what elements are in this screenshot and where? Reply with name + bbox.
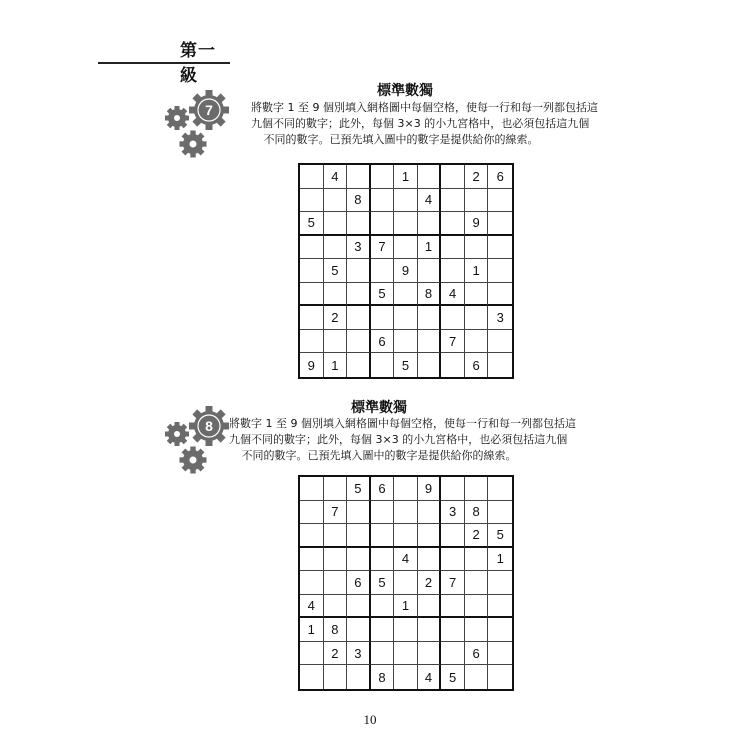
sudoku-cell[interactable]: 5 [324, 259, 348, 283]
sudoku-cell[interactable] [371, 524, 395, 548]
sudoku-cell[interactable]: 3 [441, 501, 465, 525]
sudoku-cell[interactable]: 1 [324, 353, 348, 377]
sudoku-cell[interactable] [324, 665, 348, 689]
sudoku-cell[interactable] [394, 212, 418, 236]
sudoku-cell[interactable] [488, 353, 512, 377]
sudoku-cell[interactable]: 1 [465, 259, 489, 283]
sudoku-cell[interactable] [418, 259, 442, 283]
sudoku-cell[interactable] [300, 477, 324, 501]
sudoku-cell[interactable] [488, 595, 512, 619]
sudoku-cell[interactable] [300, 306, 324, 330]
puzzle-number-label: 7 [205, 102, 213, 118]
instructions-line: 不同的數字。已預先填入圖中的數字是提供給你的線索。 [263, 133, 539, 146]
sudoku-cell[interactable] [488, 189, 512, 213]
sudoku-cell[interactable]: 9 [418, 477, 442, 501]
sudoku-cell[interactable] [394, 618, 418, 642]
sudoku-cell[interactable]: 8 [347, 189, 371, 213]
sudoku-cell[interactable]: 5 [371, 571, 395, 595]
sudoku-cell[interactable] [347, 165, 371, 189]
sudoku-cell[interactable]: 7 [441, 571, 465, 595]
sudoku-cell[interactable] [418, 165, 442, 189]
sudoku-cell[interactable] [441, 618, 465, 642]
instructions-line: 將數字 1 至 9 個別填入網格圖中每個空格，使每一行和每一列都包括這 [251, 101, 598, 114]
sudoku-cell[interactable] [347, 212, 371, 236]
sudoku-cell[interactable] [488, 501, 512, 525]
sudoku-cell[interactable] [418, 548, 442, 572]
sudoku-cell[interactable]: 1 [488, 548, 512, 572]
sudoku-cell[interactable] [394, 330, 418, 354]
sudoku-cell[interactable] [347, 595, 371, 619]
sudoku-cell[interactable]: 5 [441, 665, 465, 689]
sudoku-cell[interactable]: 3 [347, 642, 371, 666]
sudoku-cell[interactable] [394, 501, 418, 525]
instructions-line: 九個不同的數字；此外，每個 3×3 的小九宮格中，也必須包括這九個 [229, 433, 568, 446]
sudoku-cell[interactable]: 4 [324, 165, 348, 189]
sudoku-cell[interactable] [324, 212, 348, 236]
sudoku-cell[interactable] [488, 571, 512, 595]
sudoku-cell[interactable] [371, 595, 395, 619]
gear-icon-small-left [165, 106, 189, 130]
sudoku-cell[interactable] [347, 665, 371, 689]
sudoku-cell[interactable]: 2 [324, 642, 348, 666]
sudoku-cell[interactable]: 6 [465, 642, 489, 666]
sudoku-cell[interactable] [418, 212, 442, 236]
sudoku-cell[interactable] [465, 189, 489, 213]
sudoku-cell[interactable] [441, 259, 465, 283]
sudoku-cell[interactable] [371, 259, 395, 283]
sudoku-cell[interactable] [418, 353, 442, 377]
sudoku-cell[interactable] [324, 571, 348, 595]
sudoku-cell[interactable] [441, 165, 465, 189]
instructions-line: 九個不同的數字；此外，每個 3×3 的小九宮格中，也必須包括這九個 [251, 117, 590, 130]
sudoku-cell[interactable] [465, 548, 489, 572]
sudoku-cell[interactable] [347, 618, 371, 642]
sudoku-cell[interactable] [300, 330, 324, 354]
sudoku-cell[interactable] [371, 642, 395, 666]
sudoku-cell[interactable] [371, 189, 395, 213]
sudoku-cell[interactable]: 7 [324, 501, 348, 525]
sudoku-cell[interactable] [300, 524, 324, 548]
sudoku-cell[interactable]: 9 [394, 259, 418, 283]
sudoku-cell[interactable] [347, 259, 371, 283]
sudoku-cell[interactable] [488, 236, 512, 260]
sudoku-cell[interactable] [347, 306, 371, 330]
sudoku-cell[interactable] [418, 501, 442, 525]
sudoku-cell[interactable]: 4 [394, 548, 418, 572]
sudoku-cell[interactable] [441, 212, 465, 236]
sudoku-cell[interactable] [488, 330, 512, 354]
sudoku-cell[interactable]: 7 [441, 330, 465, 354]
sudoku-cell[interactable] [441, 524, 465, 548]
sudoku-cell[interactable] [300, 665, 324, 689]
puzzle-instructions [229, 416, 576, 464]
gear-icon-small-bottom [180, 447, 207, 474]
sudoku-cell[interactable] [324, 595, 348, 619]
sudoku-cell[interactable]: 8 [418, 283, 442, 307]
sudoku-cell[interactable] [300, 571, 324, 595]
sudoku-cell[interactable] [324, 236, 348, 260]
sudoku-cell[interactable] [465, 306, 489, 330]
sudoku-cell[interactable] [324, 524, 348, 548]
instructions-line: 不同的數字。已預先填入圖中的數字是提供給你的線索。 [241, 449, 517, 462]
sudoku-cell[interactable]: 5 [394, 353, 418, 377]
puzzle-title: 標準數獨 [377, 83, 433, 99]
sudoku-cell[interactable] [371, 353, 395, 377]
sudoku-cell[interactable] [441, 477, 465, 501]
sudoku-cell[interactable]: 5 [371, 283, 395, 307]
sudoku-cell[interactable] [371, 501, 395, 525]
sudoku-cell[interactable]: 6 [347, 571, 371, 595]
sudoku-cell[interactable]: 4 [300, 595, 324, 619]
sudoku-cell[interactable] [300, 236, 324, 260]
sudoku-cell[interactable]: 5 [300, 212, 324, 236]
sudoku-cell[interactable] [488, 618, 512, 642]
sudoku-cell[interactable]: 7 [371, 236, 395, 260]
sudoku-cell[interactable] [441, 189, 465, 213]
sudoku-cell[interactable] [441, 595, 465, 619]
sudoku-cell[interactable] [394, 283, 418, 307]
sudoku-cell[interactable]: 1 [418, 236, 442, 260]
sudoku-cell[interactable] [347, 501, 371, 525]
sudoku-cell[interactable] [488, 642, 512, 666]
sudoku-cell[interactable] [371, 212, 395, 236]
sudoku-cell[interactable] [465, 283, 489, 307]
sudoku-cell[interactable] [465, 236, 489, 260]
sudoku-cell[interactable] [418, 618, 442, 642]
sudoku-cell[interactable]: 4 [418, 665, 442, 689]
sudoku-cell[interactable]: 2 [465, 165, 489, 189]
sudoku-cell[interactable] [347, 524, 371, 548]
sudoku-cell[interactable] [300, 165, 324, 189]
sudoku-cell[interactable] [394, 665, 418, 689]
sudoku-cell[interactable] [465, 330, 489, 354]
sudoku-cell[interactable]: 2 [418, 571, 442, 595]
sudoku-cell[interactable] [394, 571, 418, 595]
gear-icon-small-bottom [180, 131, 207, 158]
sudoku-cell[interactable]: 1 [394, 165, 418, 189]
sudoku-cell[interactable] [488, 665, 512, 689]
level-title: 第一級 [180, 41, 216, 86]
sudoku-cell[interactable] [324, 548, 348, 572]
sudoku-cell[interactable] [488, 477, 512, 501]
sudoku-cell[interactable]: 8 [371, 665, 395, 689]
sudoku-cell[interactable] [488, 212, 512, 236]
sudoku-cell[interactable] [324, 330, 348, 354]
sudoku-cell[interactable] [300, 283, 324, 307]
sudoku-cell[interactable] [465, 571, 489, 595]
sudoku-cell[interactable] [488, 283, 512, 307]
sudoku-cell[interactable] [418, 330, 442, 354]
sudoku-cell[interactable] [347, 330, 371, 354]
sudoku-cell[interactable] [394, 306, 418, 330]
sudoku-cell[interactable]: 6 [488, 165, 512, 189]
sudoku-cell[interactable] [300, 642, 324, 666]
sudoku-cell[interactable] [394, 236, 418, 260]
sudoku-cell[interactable] [300, 548, 324, 572]
sudoku-grid [298, 163, 514, 379]
sudoku-cell[interactable]: 3 [347, 236, 371, 260]
sudoku-cell[interactable]: 9 [300, 353, 324, 377]
sudoku-cell[interactable]: 9 [465, 212, 489, 236]
sudoku-cell[interactable] [394, 524, 418, 548]
sudoku-cell[interactable] [371, 306, 395, 330]
instructions-line: 將數字 1 至 9 個別填入網格圖中每個空格，使每一行和每一列都包括這 [229, 417, 576, 430]
sudoku-cell[interactable] [465, 665, 489, 689]
sudoku-cell[interactable]: 2 [324, 306, 348, 330]
sudoku-cell[interactable] [418, 642, 442, 666]
sudoku-cell[interactable] [300, 189, 324, 213]
sudoku-cell[interactable] [324, 283, 348, 307]
sudoku-cell[interactable] [371, 548, 395, 572]
sudoku-cell[interactable] [371, 165, 395, 189]
sudoku-cell[interactable] [418, 524, 442, 548]
sudoku-cell[interactable] [394, 477, 418, 501]
sudoku-cell[interactable] [394, 189, 418, 213]
gear-icon-small-left [165, 422, 189, 446]
sudoku-cell[interactable] [465, 595, 489, 619]
sudoku-cell[interactable] [418, 306, 442, 330]
sudoku-cell[interactable]: 4 [441, 283, 465, 307]
sudoku-cell[interactable]: 3 [488, 306, 512, 330]
sudoku-cell[interactable]: 6 [371, 477, 395, 501]
sudoku-cell[interactable] [441, 642, 465, 666]
sudoku-cell[interactable] [488, 259, 512, 283]
sudoku-cell[interactable]: 8 [465, 501, 489, 525]
gear-badge-svg [163, 90, 243, 162]
sudoku-cell[interactable]: 5 [347, 477, 371, 501]
sudoku-cell[interactable]: 4 [418, 189, 442, 213]
sudoku-cell[interactable] [347, 548, 371, 572]
sudoku-cell[interactable] [324, 477, 348, 501]
sudoku-cell[interactable] [347, 283, 371, 307]
puzzle-number-label: 8 [205, 418, 213, 434]
gear-cluster-icon [163, 90, 243, 162]
level-title-underline [98, 62, 230, 64]
sudoku-cell[interactable] [324, 189, 348, 213]
sudoku-cell[interactable]: 2 [465, 524, 489, 548]
sudoku-cell[interactable]: 6 [465, 353, 489, 377]
sudoku-cell[interactable] [347, 353, 371, 377]
sudoku-cell[interactable] [418, 595, 442, 619]
sudoku-cell[interactable]: 8 [324, 618, 348, 642]
sudoku-cell[interactable]: 1 [394, 595, 418, 619]
sudoku-cell[interactable] [441, 548, 465, 572]
sudoku-cell[interactable] [441, 236, 465, 260]
sudoku-cell[interactable]: 1 [300, 618, 324, 642]
sudoku-cell[interactable] [300, 501, 324, 525]
sudoku-cell[interactable]: 5 [488, 524, 512, 548]
sudoku-cell[interactable] [300, 259, 324, 283]
sudoku-cell[interactable] [371, 618, 395, 642]
puzzle-instructions [251, 100, 598, 148]
sudoku-cell[interactable] [394, 642, 418, 666]
sudoku-grid [298, 475, 514, 691]
sudoku-cell[interactable] [441, 353, 465, 377]
puzzle-title: 標準數獨 [351, 400, 407, 416]
sudoku-cell[interactable] [465, 618, 489, 642]
page-number: 10 [363, 712, 377, 727]
sudoku-cell[interactable]: 6 [371, 330, 395, 354]
sudoku-cell[interactable] [465, 477, 489, 501]
sudoku-cell[interactable] [441, 306, 465, 330]
